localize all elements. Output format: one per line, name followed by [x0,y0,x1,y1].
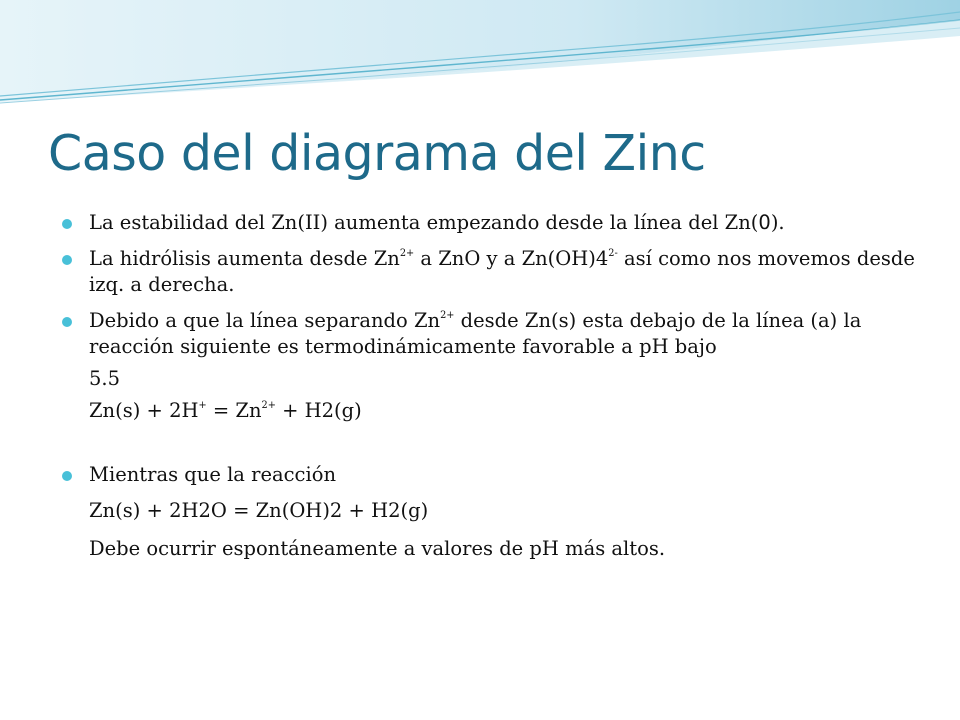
equation-1 [62,398,922,424]
bullet-1-zero: 0 [758,211,771,234]
bullet-dot-icon [62,219,72,229]
bullet-3-text-a: Debido a que la línea separando Zn [89,309,441,332]
bullet-2-text-c: así como nos movemos desde izq. a derecha. [89,247,915,296]
equation-1-b: = Zn [206,399,262,422]
equation-1-a: Zn(s) + 2H [89,399,199,422]
bullet-3-text-b: desde Zn(s) esta debajo de la línea (a) la reacción siguiente es termodinámicamente favorable a pH bajo [89,309,862,358]
bullet-item-4 [62,462,922,488]
slide-title: Caso del diagrama del Zinc [48,125,706,182]
closing-note: Debe ocurrir espontáneamente a valores de pH más altos. [89,537,666,560]
bullet-2-text-b: a ZnO y a Zn(OH)4 [414,247,609,270]
equation-2: Zn(s) + 2H2O = Zn(OH)2 + H2(g) [89,499,429,522]
bullet-4-text: Mientras que la reacción [89,463,336,486]
bullet-dot-icon [62,471,72,481]
bullet-dot-icon [62,317,72,327]
bullet-2-text-a: La hidrólisis aumenta desde Zn [89,247,400,270]
bullet-item-1 [62,210,922,236]
equation-1-c: + H2(g) [275,399,362,422]
bullet-item-3 [62,308,922,360]
bullet-1-text: La estabilidad del Zn(II) aumenta empezando desde la línea del Zn( [89,211,759,234]
bullet-2-sup-2: 2- [608,248,618,260]
bullet-item-2 [62,246,922,298]
bullet-1-end: ). [770,211,785,234]
bullet-3-sup-1: 2+ [440,310,455,322]
bullet-dot-icon [62,255,72,265]
bullet-3-line-2: 5.5 [89,367,121,390]
slide-body [62,210,922,562]
equation-1-sup-2: 2+ [261,400,276,412]
bullet-2-sup-1: 2+ [399,248,415,260]
header-wave-decoration [0,0,960,110]
equation-1-sup-1: + [198,400,207,412]
